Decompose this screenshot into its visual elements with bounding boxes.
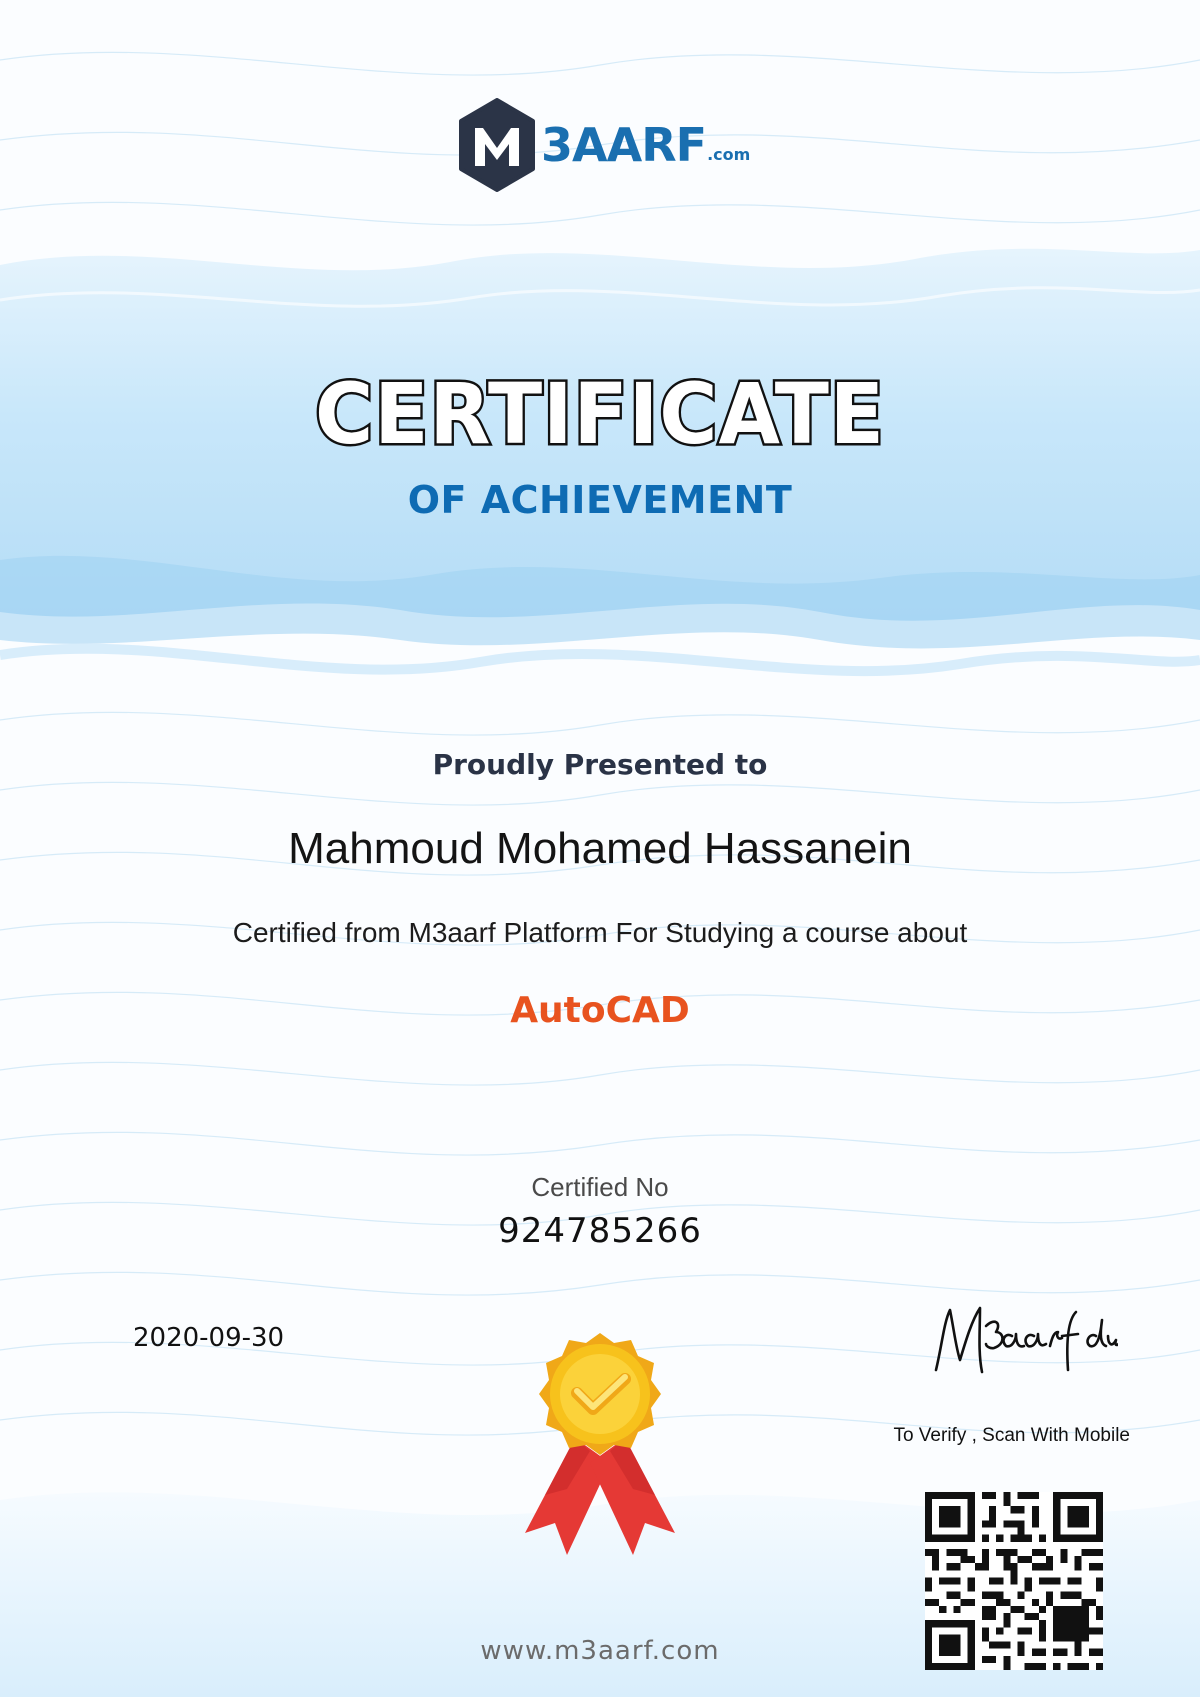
certificate-number-label: Certified No: [531, 1172, 669, 1202]
course-name: AutoCAD: [510, 990, 690, 1031]
brand-name: 3AARF: [541, 118, 707, 172]
certificate-subtitle: OF ACHIEVEMENT: [407, 478, 793, 522]
brand-logo: [457, 98, 750, 192]
certificate-title: [0, 358, 1200, 468]
recipient-name: Mahmoud Mohamed Hassanein: [288, 824, 912, 873]
presented-label: Proudly Presented to: [432, 748, 768, 781]
website-url: www.m3aarf.com: [480, 1636, 720, 1666]
gold-medal-checkmark-icon: [515, 1333, 685, 1563]
certificate-title-text: CERTIFICATE: [315, 365, 885, 463]
hexagon-m-logo-icon: [457, 98, 537, 192]
certificate-number: 924785266: [498, 1211, 702, 1251]
certificate-description: Certified from M3aarf Platform For Studying a course about: [232, 917, 968, 948]
issue-date: 2020-09-30: [133, 1323, 285, 1353]
verify-instructions: To Verify , Scan With Mobile: [893, 1425, 1130, 1446]
signature: [928, 1300, 1118, 1380]
brand-suffix: .com: [707, 145, 751, 164]
